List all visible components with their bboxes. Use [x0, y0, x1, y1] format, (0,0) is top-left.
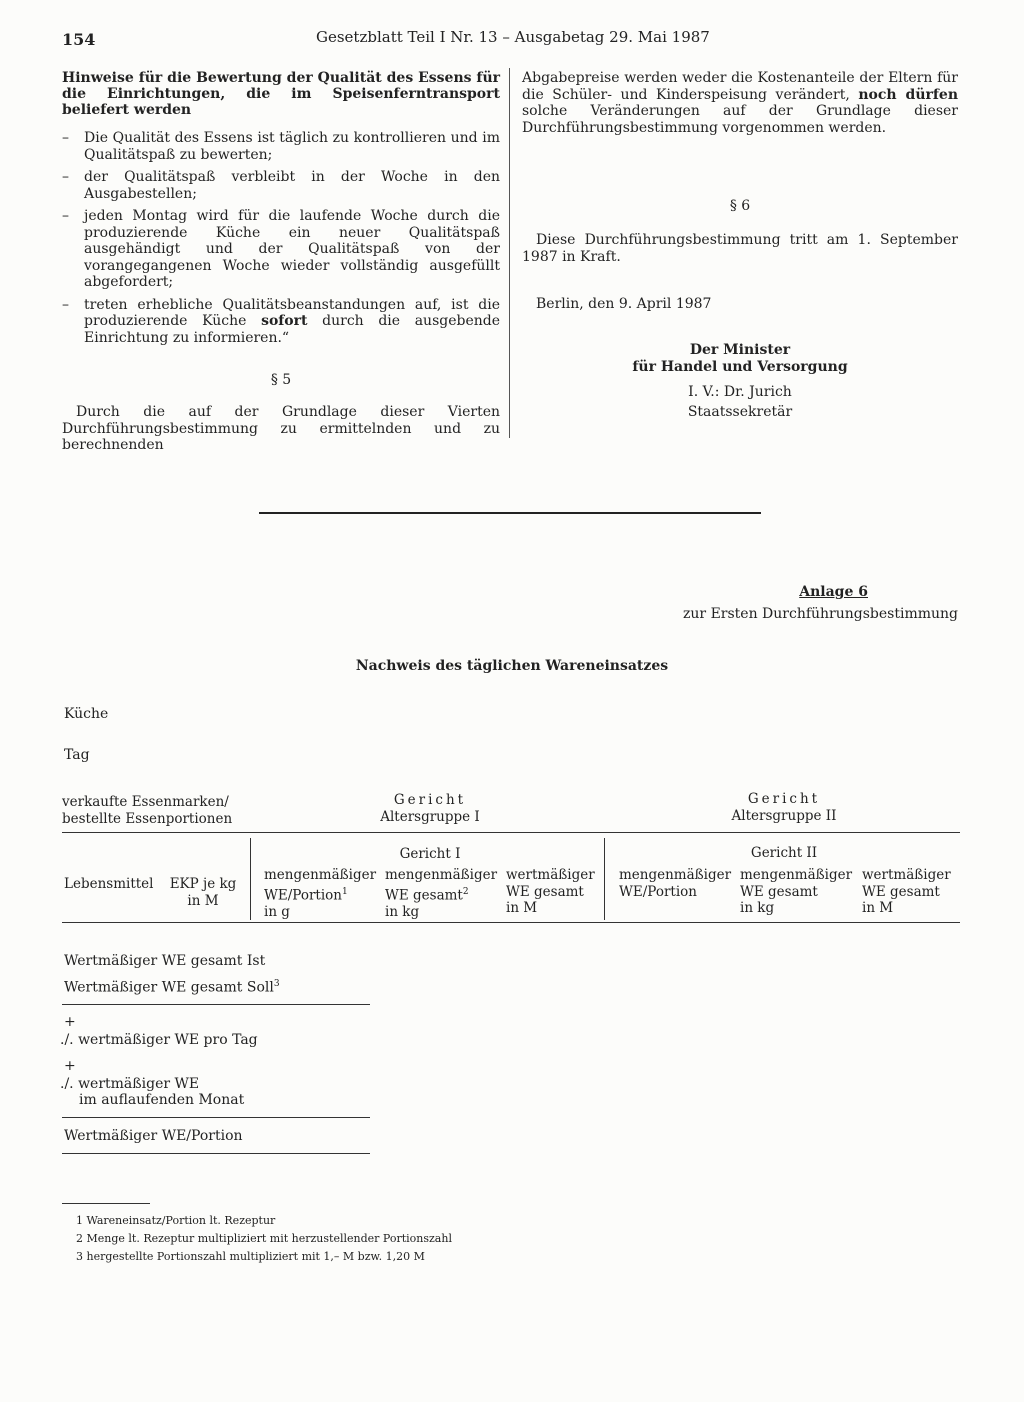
gericht-1-head: Gericht: [393, 792, 467, 808]
bullet-text-post: durch die ausgebende Einrichtung zu informieren.“: [84, 313, 501, 346]
section-divider: [259, 512, 761, 514]
gericht-2-head: Gericht: [747, 791, 821, 807]
signature-title: [522, 342, 958, 376]
signature-title-line2: für Handel und Versorgung: [632, 359, 848, 375]
gericht-2-group: Altersgruppe II: [731, 807, 837, 824]
list-item: [62, 130, 500, 163]
section-6-heading: § 6: [729, 198, 751, 214]
g2-c2-line3: in kg: [740, 900, 775, 916]
footnote-1: 1 Wareneinsatz/Portion lt. Rezeptur: [76, 1214, 276, 1227]
gericht-1-header: [330, 792, 530, 825]
hints-heading: Hinweise für die Bewertung der Qualität des Essens für die Einrichtungen, die im Speisenferntransport beliefert werden: [62, 70, 500, 118]
section-6-text: Diese Durchführungsbestimmung tritt am 1. September 1987 in Kraft.: [522, 232, 958, 265]
bullet-dash: –: [62, 208, 69, 224]
annex-title: Nachweis des täglichen Wareneinsatzes: [355, 658, 669, 674]
g2-c3-line1: wertmäßiger: [862, 867, 951, 883]
footnote-2: 2 Menge lt. Rezeptur multipliziert mit herzustellender Portionszahl: [76, 1232, 452, 1245]
g1-c2-line3: in kg: [385, 903, 420, 920]
col-lebensmittel: Lebensmittel: [64, 876, 154, 892]
gericht-1-group: Altersgruppe I: [380, 808, 480, 825]
continuation-post: solche Veränderungen auf der Grundlage dieser Durchführungsbestimmung vorgenommen werden.: [522, 103, 958, 136]
column-divider: [509, 68, 510, 438]
summary-monat-line1: ./. wertmäßiger WE: [60, 1076, 200, 1092]
bullet-text: Die Qualität des Essens ist täglich zu kontrollieren und im Qualitätspaß zu bewerten;: [84, 130, 500, 163]
continuation-bold: noch dürfen: [858, 86, 959, 103]
g2-c3-line3: in M: [862, 900, 894, 916]
col-ekp-line2: in M: [187, 892, 219, 909]
g2-wert-gesamt: [862, 867, 951, 917]
list-item: [62, 208, 500, 291]
g2-c1-line1: mengenmäßiger: [619, 867, 732, 883]
gericht-2-header: [684, 791, 884, 824]
g1-c3-line3: in M: [506, 900, 538, 916]
g1-c3-line1: wertmäßiger: [506, 867, 595, 883]
g1-mengen-portion: [264, 867, 376, 920]
signature-block: [522, 382, 958, 422]
annex-label: [600, 581, 958, 625]
sold-line2: bestellte Essenportionen: [62, 810, 233, 827]
gericht-i-label: Gericht I: [399, 846, 461, 862]
summary-plus-1: +: [64, 1014, 76, 1030]
right-column-continuation: [522, 70, 958, 136]
g1-c2-line1: mengenmäßiger: [385, 867, 498, 883]
bullet-text: jeden Montag wird für die laufende Woche durch die produzierende Küche ein neuer Qualitätspaß ausgehändigt und der Qualitätspaß von der vorangegangenen Woche wieder vollständig ausgefüllt abgefordert;: [84, 208, 500, 290]
field-tag: Tag: [64, 747, 90, 763]
summary-monat-line2: im auflaufenden Monat: [79, 1092, 245, 1108]
summary-soll: [64, 979, 280, 996]
g1-wert-gesamt: [506, 867, 595, 917]
bullet-text: der Qualitätspaß verbleibt in der Woche in den Ausgabestellen;: [84, 169, 500, 202]
page-number: 154: [62, 30, 96, 49]
signature-iv: I. V.: Dr. Jurich: [688, 384, 792, 400]
footnote-ref: 2: [462, 886, 469, 897]
g1-mengen-gesamt: [385, 867, 497, 920]
summary-portion: Wertmäßiger WE/Portion: [64, 1128, 243, 1144]
summary-rule-3: [62, 1153, 370, 1154]
bullet-dash: –: [62, 130, 69, 146]
gericht-ii-label: Gericht II: [750, 845, 818, 861]
footnote-ref: 3: [273, 979, 280, 989]
annex-sublabel: zur Ersten Durchführungsbestimmung: [683, 606, 958, 622]
list-item: [62, 169, 500, 202]
footnotes: [76, 1212, 452, 1266]
list-item: [62, 297, 500, 347]
summary-rule-2: [62, 1117, 370, 1118]
bullet-dash: –: [62, 169, 69, 185]
section-5-text: Durch die auf der Grundlage dieser Vierten Durchführungsbestimmung zu ermittelnden und zu berechnenden: [62, 404, 500, 453]
annex-number: Anlage 6: [799, 584, 868, 600]
g1-c2-line2-text: WE gesamt: [385, 887, 463, 903]
table-bottom-border: [62, 922, 960, 923]
bullet-dash: –: [62, 296, 69, 313]
bullet-text-pre: treten erhebliche Qualitätsbeanstandungen auf, ist die produzierende Küche: [84, 296, 500, 329]
bullet-text-bold: sofort: [261, 313, 308, 329]
g2-c2-line1: mengenmäßiger: [740, 867, 853, 883]
signature-role: Staatssekretär: [687, 404, 793, 420]
summary-monat: [60, 1076, 244, 1108]
footnote-3: 3 hergestellte Portionszahl multipliziert mit 1,– M bzw. 1,20 M: [76, 1250, 425, 1263]
section-5-heading: § 5: [270, 372, 292, 388]
g2-mengen-gesamt: [740, 867, 852, 917]
summary-soll-text: Wertmäßiger WE gesamt Soll: [64, 979, 274, 996]
summary-rule-1: [62, 1004, 370, 1005]
field-kueche: Küche: [64, 706, 109, 722]
signature-title-line1: Der Minister: [689, 342, 791, 358]
summary-ist: Wertmäßiger WE gesamt Ist: [64, 953, 266, 969]
summary-pro-tag: ./. wertmäßiger WE pro Tag: [60, 1032, 258, 1048]
summary-plus-2: +: [64, 1058, 76, 1074]
place-date: Berlin, den 9. April 1987: [536, 296, 712, 312]
left-column: [62, 70, 500, 346]
g1-c2-line2: [385, 884, 497, 904]
sold-portions-label: [62, 794, 232, 827]
g2-c1-line2: WE/Portion: [619, 883, 697, 900]
g1-c3-line2: WE gesamt: [506, 883, 584, 900]
table-divider-2: [604, 838, 605, 920]
g1-c1-line3: in g: [264, 903, 290, 920]
g1-c1-line2-text: WE/Portion: [264, 887, 342, 903]
bullet-text: [84, 297, 500, 347]
g1-c1-line2: [264, 884, 376, 904]
g1-c1-line1: mengenmäßiger: [264, 867, 377, 883]
footnote-rule: [62, 1203, 150, 1204]
col-ekp-line1: EKP je kg: [169, 876, 237, 892]
continuation-pre: Abgabepreise werden weder die Kostenanteile der Eltern für die Schüler- und Kinderspeisung verändert,: [522, 70, 958, 103]
g2-mengen-portion: [619, 867, 731, 900]
sold-line1: verkaufte Essenmarken/: [62, 794, 229, 810]
g2-c3-line2: WE gesamt: [862, 883, 940, 900]
footnote-ref: 1: [341, 886, 348, 897]
table-top-border: [62, 832, 960, 833]
page-header-title: Gesetzblatt Teil I Nr. 13 – Ausgabetag 29. Mai 1987: [316, 28, 710, 46]
col-ekp: [156, 876, 250, 909]
table-divider-1: [250, 838, 251, 920]
g2-c2-line2: WE gesamt: [740, 883, 818, 900]
